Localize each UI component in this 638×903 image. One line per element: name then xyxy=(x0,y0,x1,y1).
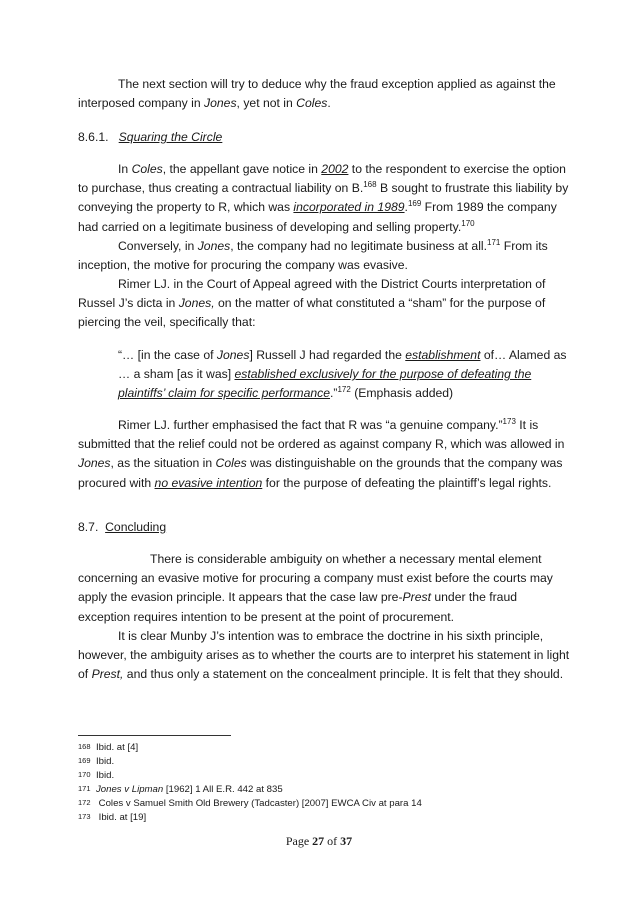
footnote-169: 169 Ibid. xyxy=(78,756,115,767)
footnote-ref: 168 xyxy=(363,180,377,190)
paragraph-coles: In Coles, the appellant gave notice in 2002 to the respondent to exercise the option to purchase, thus creating a contractual liability on B.$^{168}$ B sought to frustrate this liability by conveying the property to R, which was incorporated in 1989.$^{169}$ From 1989 the company had carried on a legitimate business of developing and selling property.$^{170}$ xyxy=(78,162,569,234)
paragraph-rimer: Rimer LJ. in the Court of Appeal agreed with the District Courts interpretation of Russel J’s dicta in Jones, on the matter of what constituted a “sham” for the purpose of piercing the veil, specifically that: xyxy=(78,277,546,330)
paragraph-intro: The next section will try to deduce why the fraud exception applied as against the interposed company in Jones, yet not in Coles. xyxy=(78,77,556,111)
paragraph-ambiguity: There is considerable ambiguity on whether a necessary mental element concerning an evasive motive for procuring a company must exist before the courts may apply the evasion principle. It appears that the case law pre-Prest under the fraud exception requires intention to be present at the point of procurement. xyxy=(78,552,553,624)
page-number-footer: Page 27 of 37 xyxy=(285,834,353,848)
paragraph-genuine-company: Rimer LJ. further emphasised the fact that R was “a genuine company.”$^{173}$ It is submitted that the relief could not be ordered as against company R, which was allowed in Jones, as the situation in Coles was distinguishable on the grounds that the company was procured with no evasive intention for the purpose of defeating the plaintiff’s legal rights. xyxy=(78,416,565,490)
footnote-ref: 170 xyxy=(461,218,475,228)
footnote-separator xyxy=(78,735,231,736)
footnote-ref: 171 xyxy=(487,237,501,247)
paragraph-jones: Conversely, in Jones, the company had no legitimate business at all.$^{171}$ From its inception, the motive for procuring the company was evasive. xyxy=(78,237,548,273)
section-heading-8-7: 8.7. Concluding xyxy=(78,520,167,534)
footnote-170: 170 Ibid. xyxy=(78,770,115,781)
paragraph-munby: It is clear Munby J’s intention was to embrace the doctrine in his sixth principle, however, the ambiguity arises as to whether the courts are to interpret his statement in light of Prest, and thus only a statement on the concealment principle. It is felt that they should. xyxy=(78,629,570,682)
footnote-173: 173 Ibid. at [19] xyxy=(78,812,147,823)
footnote-ref: 173 xyxy=(502,416,516,426)
block-quote: “… [in the case of Jones] Russell J had regarded the establishment of… Alamed as … a sham [as it was] established exclusively for the purpose of defeating the plaintiffs’ claim for specific performance.”$^{172}$ (Emphasis added) xyxy=(118,348,567,401)
footnote-ref: 172 xyxy=(337,385,351,395)
footnote-168: 168 Ibid. at [4] xyxy=(78,742,139,753)
footnote-ref: 169 xyxy=(407,199,422,209)
footnote-171: 171 Jones v Lipman [1962] 1 All E.R. 442 at 835 xyxy=(78,784,283,795)
section-heading-8-6-1: 8.6.1. Squaring the Circle xyxy=(78,130,223,144)
footnote-172: 172 Coles v Samuel Smith Old Brewery (Tadcaster) [2007] EWCA Civ at para 14 xyxy=(78,798,422,809)
